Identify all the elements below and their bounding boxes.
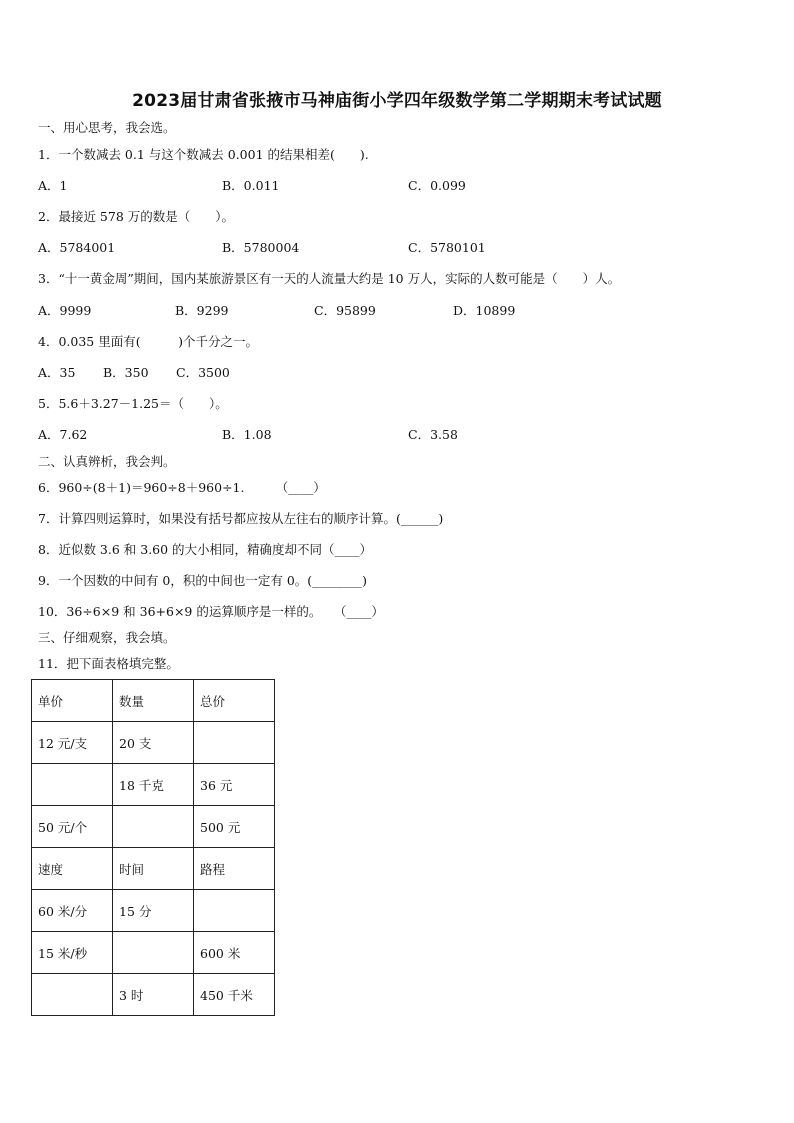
table-cell: 20 支 bbox=[113, 722, 194, 764]
table-cell: 60 米/分 bbox=[32, 890, 113, 932]
table-cell: 12 元/支 bbox=[32, 722, 113, 764]
table-cell: 15 分 bbox=[113, 890, 194, 932]
table-row bbox=[32, 722, 275, 764]
judgment-7: 7．计算四则运算时，如果没有括号都应按从左往右的顺序计算。(______) bbox=[38, 511, 444, 526]
table-cell: 3 时 bbox=[113, 974, 194, 1016]
judgment-8: 8．近似数 3.6 和 3.60 的大小相同，精确度却不同（____） bbox=[38, 542, 373, 557]
q3-option-a[interactable]: A．9999 bbox=[38, 303, 92, 318]
q4-option-a[interactable]: A．35 bbox=[38, 365, 76, 380]
table-row bbox=[32, 890, 275, 932]
q5-option-b[interactable]: B．1.08 bbox=[222, 427, 272, 442]
table-row bbox=[32, 764, 275, 806]
q1-option-a[interactable]: A．1 bbox=[38, 178, 68, 193]
table-row bbox=[32, 680, 275, 722]
q2-option-b[interactable]: B．5780004 bbox=[222, 240, 300, 255]
q5-option-a[interactable]: A．7.62 bbox=[38, 427, 88, 442]
table-cell: 450 千米 bbox=[194, 974, 275, 1016]
q1-option-b[interactable]: B．0.011 bbox=[222, 178, 280, 193]
question-3: 3．“十一黄金周”期间，国内某旅游景区有一天的人流量大约是 10 万人，实际的人数可能是（ ）人。 bbox=[38, 271, 621, 286]
q4-option-c[interactable]: C．3500 bbox=[176, 365, 230, 380]
table-cell: 单价 bbox=[32, 680, 113, 722]
table-row bbox=[32, 806, 275, 848]
table-cell: 数量 bbox=[113, 680, 194, 722]
table-cell: 15 米/秒 bbox=[32, 932, 113, 974]
question-2: 2．最接近 578 万的数是（ ）。 bbox=[38, 209, 235, 224]
table-cell: 36 元 bbox=[194, 764, 275, 806]
page-title: 2023届甘肃省张掖市马神庙街小学四年级数学第二学期期末考试试题 bbox=[132, 91, 662, 111]
q3-option-c[interactable]: C．95899 bbox=[314, 303, 376, 318]
table-cell-blank[interactable] bbox=[194, 722, 275, 764]
question-11: 11．把下面表格填完整。 bbox=[38, 656, 179, 671]
judgment-10: 10．36÷6×9 和 36+6×9 的运算顺序是一样的。 （____） bbox=[38, 604, 384, 619]
table-cell-blank[interactable] bbox=[32, 974, 113, 1016]
table-cell: 50 元/个 bbox=[32, 806, 113, 848]
section-heading-judge: 二、认真辨析，我会判。 bbox=[38, 454, 176, 469]
q1-option-c[interactable]: C．0.099 bbox=[408, 178, 466, 193]
q3-option-d[interactable]: D．10899 bbox=[453, 303, 516, 318]
table-cell: 时间 bbox=[113, 848, 194, 890]
judgment-9: 9．一个因数的中间有 0，积的中间也一定有 0。(________) bbox=[38, 573, 368, 588]
table-cell-blank[interactable] bbox=[32, 764, 113, 806]
q3-option-b[interactable]: B．9299 bbox=[175, 303, 229, 318]
table-cell: 路程 bbox=[194, 848, 275, 890]
judgment-6: 6．960÷(8＋1)＝960÷8＋960÷1. （____） bbox=[38, 480, 326, 495]
table-cell: 500 元 bbox=[194, 806, 275, 848]
question-4: 4．0.035 里面有( )个千分之一。 bbox=[38, 334, 258, 349]
fill-table bbox=[31, 679, 275, 1016]
table-cell: 600 米 bbox=[194, 932, 275, 974]
table-cell-blank[interactable] bbox=[194, 890, 275, 932]
table-cell-blank[interactable] bbox=[113, 932, 194, 974]
table-cell: 18 千克 bbox=[113, 764, 194, 806]
section-heading-choice: 一、用心思考，我会选。 bbox=[38, 120, 176, 135]
q4-option-b[interactable]: B．350 bbox=[103, 365, 149, 380]
q2-option-a[interactable]: A．5784001 bbox=[38, 240, 116, 255]
table-cell-blank[interactable] bbox=[113, 806, 194, 848]
table-cell: 速度 bbox=[32, 848, 113, 890]
section-heading-fill: 三、仔细观察，我会填。 bbox=[38, 630, 176, 645]
question-1: 1．一个数减去 0.1 与这个数减去 0.001 的结果相差( ). bbox=[38, 147, 369, 162]
table-row bbox=[32, 848, 275, 890]
question-5: 5．5.6＋3.27－1.25＝（ ）。 bbox=[38, 396, 228, 411]
table-cell: 总价 bbox=[194, 680, 275, 722]
table-row bbox=[32, 974, 275, 1016]
q5-option-c[interactable]: C．3.58 bbox=[408, 427, 458, 442]
table-row bbox=[32, 932, 275, 974]
q2-option-c[interactable]: C．5780101 bbox=[408, 240, 486, 255]
